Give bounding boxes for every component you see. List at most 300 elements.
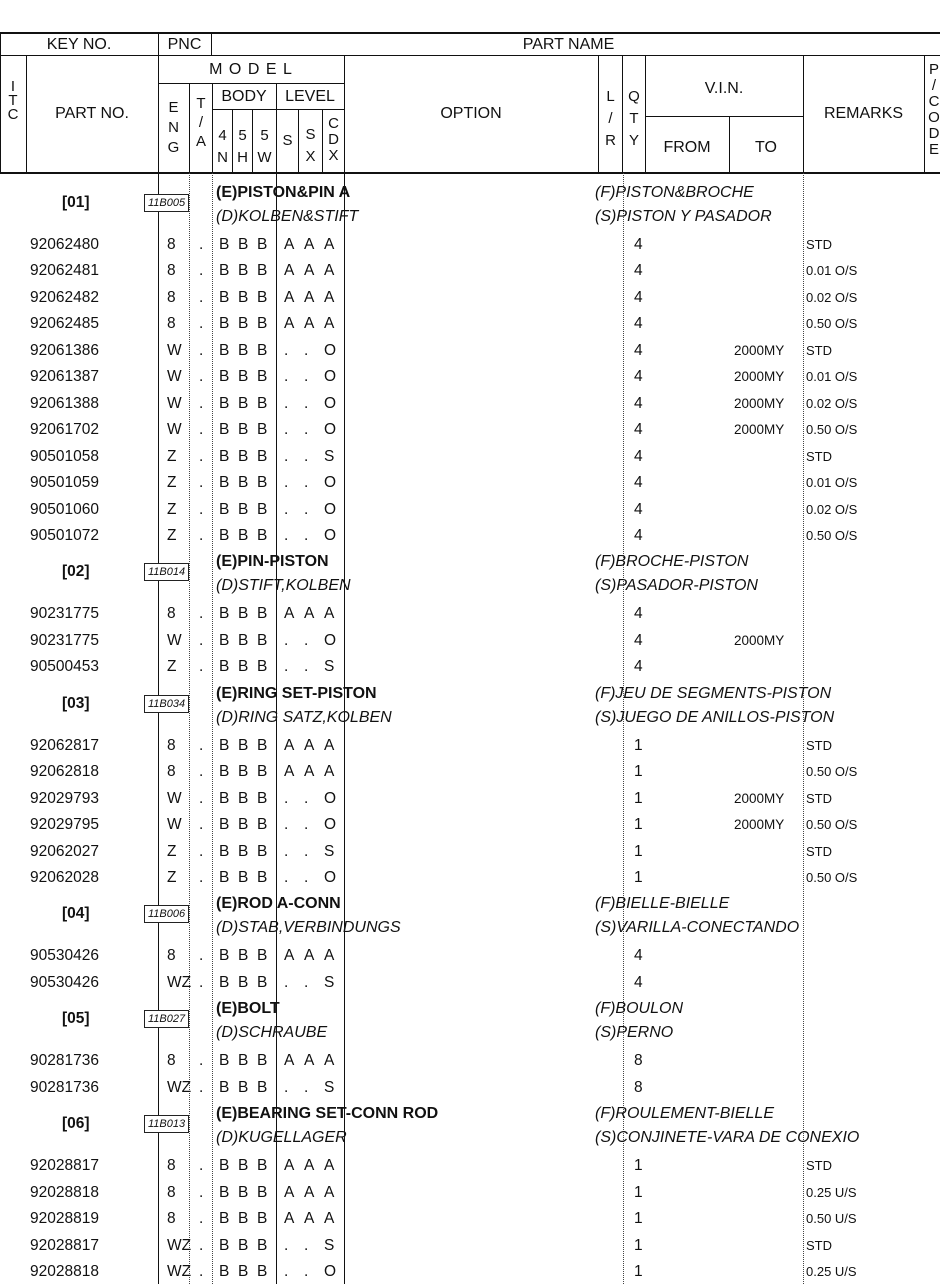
body-5w-code: B: [257, 816, 268, 834]
header-bottom-rule: [0, 172, 940, 174]
body-5h-code: B: [238, 236, 249, 253]
body-4n-code: B: [219, 763, 230, 781]
engine-code: W: [167, 368, 182, 386]
quantity: 1: [634, 1157, 643, 1175]
body-5w-code: B: [257, 1210, 268, 1228]
engine-code: W: [167, 394, 182, 412]
level-sx-code: A: [304, 947, 315, 965]
part-number: 92061386: [30, 341, 99, 359]
vin-to-header: TO: [755, 139, 777, 156]
vin-to: 2000MY: [734, 422, 785, 438]
ta-code: .: [199, 869, 204, 886]
part-number: 90501059: [30, 474, 99, 492]
key-no: [01]: [62, 194, 90, 211]
part-name-german: (D)KOLBEN&STIFT: [216, 208, 359, 225]
body-5h-code: B: [238, 394, 249, 412]
level-s-code: .: [284, 1263, 289, 1281]
level-sx-code: .: [304, 474, 309, 492]
part-number: 90501060: [30, 500, 99, 518]
level-cdx-code: A: [324, 236, 335, 253]
remarks: 0.50 O/S: [806, 870, 858, 885]
part-name-german: (D)RING SATZ,KOLBEN: [216, 708, 392, 726]
body-5w-code: B: [257, 394, 268, 412]
body-5h-code: B: [238, 1210, 249, 1228]
table-row: [0, 232, 940, 258]
vin-to: 2000MY: [734, 342, 785, 358]
level-sx-code: .: [304, 631, 309, 649]
quantity: 4: [634, 658, 643, 676]
option-header: OPTION: [440, 105, 502, 122]
table-row: [0, 733, 940, 759]
ta-code: .: [199, 288, 204, 306]
level-sx-code: A: [304, 736, 315, 754]
part-number: 92028817: [30, 1157, 99, 1175]
level-s-code: A: [284, 1210, 295, 1228]
level-sx-code: .: [304, 368, 309, 386]
level-s-code: A: [284, 1052, 295, 1070]
engine-code: 8: [167, 262, 176, 280]
body-4n-code: B: [219, 842, 230, 860]
level-cdx-code: A: [324, 947, 335, 965]
level-header: LEVEL: [285, 88, 335, 105]
remarks: STD: [806, 1158, 832, 1174]
part-name-german: (D)STAB,VERBINDUNGS: [216, 919, 401, 937]
table-row: [0, 1233, 940, 1259]
body-5h-code: B: [238, 341, 249, 359]
level-sx-code: A: [304, 1157, 315, 1175]
quantity: 4: [634, 236, 643, 253]
part-number: 90281736: [30, 1052, 99, 1070]
level-cdx-code: A: [324, 736, 335, 754]
remarks: STD: [806, 342, 832, 358]
ta-code: .: [199, 658, 204, 676]
part-name-english: (E)PISTON&PIN A: [216, 184, 351, 201]
level-cdx-code: S: [324, 973, 335, 991]
level-s-code: A: [284, 1157, 295, 1175]
ta-code: .: [199, 500, 204, 518]
ta-header: T / A: [195, 95, 206, 150]
body-5w-code: B: [257, 262, 268, 280]
level-sx-code: A: [304, 1183, 315, 1201]
part-number: 90500453: [30, 658, 99, 676]
body-5w-code: B: [257, 631, 268, 649]
engine-code: Z: [167, 869, 177, 886]
quantity: 1: [634, 842, 643, 860]
ta-code: .: [199, 236, 204, 253]
vin-to: 2000MY: [734, 632, 785, 648]
level-sx-code: A: [304, 763, 315, 781]
body-5w-code: B: [257, 869, 268, 886]
body-4n-code: B: [219, 474, 230, 492]
ta-code: .: [199, 842, 204, 860]
body-4n-code: B: [219, 947, 230, 965]
body-5h-code: B: [238, 605, 249, 623]
part-group-header: [0, 180, 940, 232]
ta-code: .: [199, 605, 204, 623]
part-number: 92062481: [30, 262, 99, 280]
quantity: 4: [634, 315, 643, 333]
body-5w-code: B: [257, 315, 268, 333]
qty-header: Q T Y: [628, 88, 640, 149]
body-4n-code: B: [219, 736, 230, 754]
part-group-header: [0, 681, 940, 733]
table-row: [0, 839, 940, 865]
part-name-french: (F)PISTON&BROCHE: [595, 184, 754, 201]
level-s-code: .: [284, 474, 289, 492]
ta-code: .: [199, 1210, 204, 1228]
level-s-code: .: [284, 658, 289, 676]
quantity: 4: [634, 474, 643, 492]
part-number: 92028818: [30, 1183, 99, 1201]
table-row: [0, 523, 940, 549]
itc-header: I T C: [7, 78, 19, 123]
level-s-code: .: [284, 869, 289, 886]
engine-code: 8: [167, 1052, 176, 1070]
level-s-code: A: [284, 947, 295, 965]
engine-code: 8: [167, 236, 176, 253]
engine-code: WZ: [167, 1236, 192, 1254]
level-s-code: A: [284, 763, 295, 781]
part-name-spanish: (S)PASADOR-PISTON: [595, 577, 758, 595]
body-4n-code: B: [219, 1183, 230, 1201]
part-number: 92061387: [30, 368, 99, 386]
part-no-header: PART NO.: [55, 105, 129, 122]
level-sx-code: .: [304, 526, 309, 544]
col-rule-eng: [189, 83, 190, 173]
body-4n-code: B: [219, 500, 230, 518]
level-sx-code: .: [304, 789, 309, 807]
key-no: [02]: [62, 563, 90, 581]
header-top-rule: [0, 32, 940, 34]
part-number: 90501058: [30, 447, 99, 465]
level-cdx-code: A: [324, 1052, 335, 1070]
body-4n-code: B: [219, 262, 230, 280]
remarks: 0.01 O/S: [806, 263, 858, 279]
quantity: 4: [634, 421, 643, 439]
body-5w-code: B: [257, 1052, 268, 1070]
body-4n-code: B: [219, 315, 230, 333]
body-4n-code: B: [219, 1263, 230, 1281]
part-name-german: (D)KUGELLAGER: [216, 1129, 347, 1147]
level-cdx-code: A: [324, 262, 335, 280]
ta-code: .: [199, 341, 204, 359]
ta-code: .: [199, 973, 204, 991]
part-name-english: (E)ROD A-CONN: [216, 895, 341, 913]
body-4n-code: B: [219, 526, 230, 544]
pnc-code: 11B014: [144, 563, 189, 581]
level-s-code: .: [284, 842, 289, 860]
level-cdx-code: O: [324, 526, 337, 544]
body-4n-code: B: [219, 394, 230, 412]
level-cdx-code: S: [324, 447, 335, 465]
level-s-code: .: [284, 789, 289, 807]
model-rule: [158, 83, 344, 84]
table-row: [0, 786, 940, 812]
table-row: [0, 1075, 940, 1101]
engine-code: 8: [167, 763, 176, 781]
level-cdx-code: O: [324, 394, 337, 412]
part-number: 92029793: [30, 789, 99, 807]
body-5h-code: B: [238, 288, 249, 306]
quantity: 1: [634, 1210, 643, 1228]
part-number: 92062485: [30, 315, 99, 333]
level-sx-code: A: [304, 288, 315, 306]
part-name-french: (F)BROCHE-PISTON: [595, 553, 749, 571]
level-s-code: .: [284, 500, 289, 518]
body-5h-code: B: [238, 869, 249, 886]
header-rule-2: [0, 55, 940, 56]
engine-code: 8: [167, 1210, 176, 1228]
level-cdx-code: O: [324, 474, 337, 492]
ta-code: .: [199, 947, 204, 965]
level-cdx-code: A: [324, 763, 335, 781]
key-no: [04]: [62, 905, 90, 923]
table-row: [0, 1048, 940, 1074]
quantity: 4: [634, 500, 643, 518]
remarks: 0.02 O/S: [806, 501, 858, 517]
body-4n-code: B: [219, 605, 230, 623]
table-row: [0, 628, 940, 654]
pnc-code: 11B034: [144, 695, 189, 713]
ta-code: .: [199, 631, 204, 649]
level-s-code: .: [284, 526, 289, 544]
ta-code: .: [199, 1052, 204, 1070]
body-header: BODY: [221, 88, 267, 105]
body-5h-code: B: [238, 1236, 249, 1254]
quantity: 8: [634, 1078, 643, 1096]
body-5h-code: B: [238, 973, 249, 991]
body-5w-code: B: [257, 236, 268, 253]
body-4n-code: B: [219, 789, 230, 807]
part-number: 92028817: [30, 1236, 99, 1254]
part-number: 92028819: [30, 1210, 99, 1228]
body-5h-code: B: [238, 842, 249, 860]
part-name-french: (F)JEU DE SEGMENTS-PISTON: [595, 684, 832, 702]
body-5w-code: B: [257, 447, 268, 465]
body-5w-code: B: [257, 1183, 268, 1201]
col-rule-part: [158, 32, 159, 173]
table-row: [0, 759, 940, 785]
remarks: 0.50 O/S: [806, 527, 858, 543]
remarks-header: REMARKS: [823, 105, 904, 122]
level-s-code: .: [284, 447, 289, 465]
level-s-code: A: [284, 1183, 295, 1201]
engine-code: 8: [167, 1157, 176, 1175]
col-rule-remarks: [924, 55, 925, 173]
quantity: 4: [634, 973, 643, 991]
ta-code: .: [199, 816, 204, 834]
engine-code: Z: [167, 658, 177, 676]
vin-header: V.I.N.: [704, 80, 744, 97]
body-4n-code: B: [219, 421, 230, 439]
table-row: [0, 601, 940, 627]
part-name-header: PART NAME: [522, 36, 615, 53]
table-row: [0, 311, 940, 337]
engine-code: 8: [167, 315, 176, 333]
part-name-spanish: (S)PISTON Y PASADOR: [595, 208, 772, 225]
quantity: 4: [634, 341, 643, 359]
table-row: [0, 865, 940, 891]
part-name-english: (E)RING SET-PISTON: [216, 684, 377, 702]
part-number: 92062480: [30, 236, 99, 253]
body-5w-code: B: [257, 658, 268, 676]
remarks: STD: [806, 843, 832, 859]
remarks: 0.25 U/S: [806, 1184, 857, 1200]
remarks: 0.50 O/S: [806, 316, 858, 332]
col-rule-left: [0, 32, 1, 173]
table-row: [0, 497, 940, 523]
ta-code: .: [199, 1236, 204, 1254]
ta-code: .: [199, 763, 204, 781]
level-cdx-header: C D X: [328, 115, 339, 164]
level-cdx-code: A: [324, 605, 335, 623]
engine-code: Z: [167, 842, 177, 860]
part-name-french: (F)ROULEMENT-BIELLE: [595, 1105, 774, 1123]
body-5h-code: B: [238, 1263, 249, 1281]
engine-code: Z: [167, 526, 177, 544]
part-group-header: [0, 996, 940, 1048]
body-5w-code: B: [257, 1078, 268, 1096]
body-5h-code: B: [238, 526, 249, 544]
remarks: 0.50 O/S: [806, 764, 858, 780]
level-s-code: .: [284, 816, 289, 834]
level-s-code: .: [284, 973, 289, 991]
remarks: STD: [806, 737, 832, 753]
part-number: 92061702: [30, 421, 99, 439]
ta-code: .: [199, 368, 204, 386]
level-cdx-code: A: [324, 1157, 335, 1175]
part-name-german: (D)STIFT,KOLBEN: [216, 577, 351, 595]
level-s-code: A: [284, 262, 295, 280]
level-s-code: A: [284, 315, 295, 333]
table-row: [0, 364, 940, 390]
body-5w-code: B: [257, 947, 268, 965]
key-no: [06]: [62, 1115, 90, 1133]
level-sx-code: .: [304, 421, 309, 439]
body-5w-code: B: [257, 341, 268, 359]
level-cdx-code: O: [324, 816, 337, 834]
quantity: 1: [634, 869, 643, 886]
level-s-code: .: [284, 1236, 289, 1254]
table-row: [0, 1259, 940, 1284]
level-s-code: .: [284, 421, 289, 439]
vin-to: 2000MY: [734, 790, 785, 806]
quantity: 4: [634, 394, 643, 412]
remarks: 0.02 O/S: [806, 395, 858, 411]
table-row: [0, 1206, 940, 1232]
level-cdx-code: O: [324, 421, 337, 439]
body-4n-code: B: [219, 341, 230, 359]
engine-code: 8: [167, 605, 176, 623]
level-s-code: A: [284, 605, 295, 623]
part-name-german: (D)SCHRAUBE: [216, 1024, 328, 1042]
level-cdx-code: A: [324, 1210, 335, 1228]
part-number: 90231775: [30, 605, 99, 623]
level-sx-code: .: [304, 1078, 309, 1096]
remarks: 0.50 U/S: [806, 1211, 857, 1227]
level-sx-code: .: [304, 394, 309, 412]
ta-code: .: [199, 1183, 204, 1201]
table-row: [0, 943, 940, 969]
part-name-french: (F)BIELLE-BIELLE: [595, 895, 730, 913]
body-5h-code: B: [238, 315, 249, 333]
remarks: STD: [806, 448, 832, 464]
part-number: 90231775: [30, 631, 99, 649]
quantity: 4: [634, 526, 643, 544]
table-row: [0, 470, 940, 496]
body-5w-code: B: [257, 288, 268, 306]
level-cdx-code: O: [324, 1263, 337, 1281]
ta-code: .: [199, 526, 204, 544]
body-5w-code: B: [257, 842, 268, 860]
quantity: 1: [634, 1263, 643, 1281]
body-4n-header: 4 N: [217, 127, 228, 166]
table-row: [0, 444, 940, 470]
body-5w-code: B: [257, 973, 268, 991]
remarks: STD: [806, 1237, 832, 1253]
ta-code: .: [199, 1263, 204, 1281]
body-4n-code: B: [219, 869, 230, 886]
pnc-code: 11B027: [144, 1010, 189, 1028]
pnc-header: PNC: [167, 36, 202, 53]
engine-code: W: [167, 341, 182, 359]
level-cdx-code: O: [324, 789, 337, 807]
level-cdx-code: A: [324, 1183, 335, 1201]
ta-code: .: [199, 447, 204, 465]
level-cdx-code: O: [324, 341, 337, 359]
body-5h-code: B: [238, 947, 249, 965]
vin-rule: [645, 116, 803, 117]
engine-code: 8: [167, 1183, 176, 1201]
body-5h-code: B: [238, 631, 249, 649]
body-4n-code: B: [219, 1236, 230, 1254]
part-group-header: [0, 1101, 940, 1153]
engine-code: W: [167, 789, 182, 807]
ta-code: .: [199, 315, 204, 333]
ta-code: .: [199, 474, 204, 492]
quantity: 1: [634, 816, 643, 834]
engine-code: WZ: [167, 1263, 192, 1281]
part-name-english: (E)BEARING SET-CONN ROD: [216, 1105, 439, 1123]
body-5h-code: B: [238, 421, 249, 439]
quantity: 4: [634, 947, 643, 965]
table-row: [0, 1153, 940, 1179]
body-4n-code: B: [219, 816, 230, 834]
part-number: 92062818: [30, 763, 99, 781]
body-5w-code: B: [257, 1236, 268, 1254]
quantity: 1: [634, 736, 643, 754]
level-s-code: .: [284, 368, 289, 386]
engine-code: Z: [167, 474, 177, 492]
remarks: 0.50 O/S: [806, 817, 858, 833]
body-5h-code: B: [238, 474, 249, 492]
level-sx-code: A: [304, 236, 315, 253]
eng-header: E N G: [167, 99, 180, 156]
part-name-spanish: (S)CONJINETE-VARA DE CONEXIO: [595, 1129, 860, 1147]
level-cdx-code: S: [324, 658, 335, 676]
body-5w-code: B: [257, 1263, 268, 1281]
part-number: 90530426: [30, 947, 99, 965]
body-4n-code: B: [219, 368, 230, 386]
part-number: 92062482: [30, 288, 99, 306]
engine-code: W: [167, 631, 182, 649]
body-5h-code: B: [238, 262, 249, 280]
level-cdx-code: O: [324, 368, 337, 386]
remarks: 0.01 O/S: [806, 475, 858, 491]
pnc-code: 11B013: [144, 1115, 189, 1133]
body-5w-code: B: [257, 1157, 268, 1175]
part-number: 92029795: [30, 816, 99, 834]
